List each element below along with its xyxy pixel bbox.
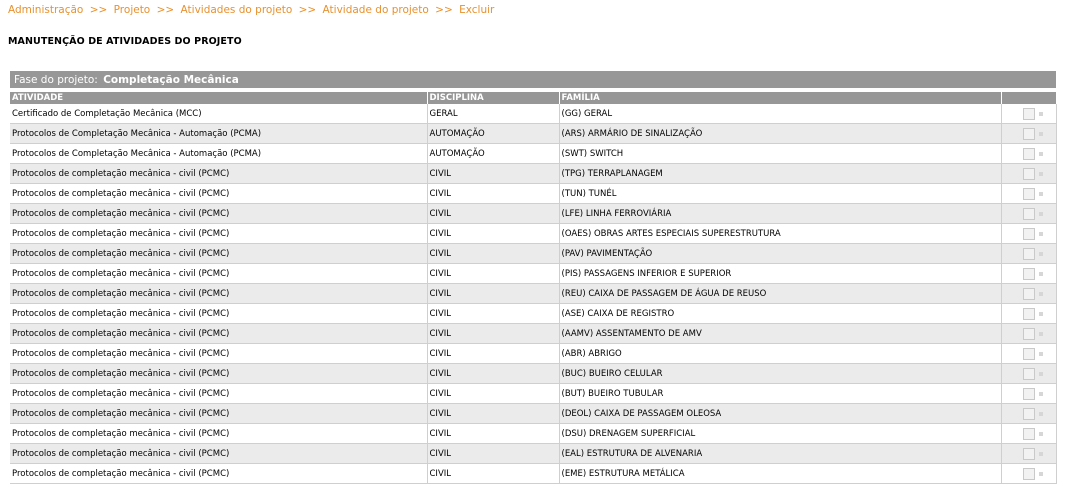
cell-disciplina: CIVIL xyxy=(427,164,559,184)
table-row xyxy=(10,344,1056,364)
cell-familia: (DSU) DRENAGEM SUPERFICIAL xyxy=(559,424,1001,444)
breadcrumb-link-administracao[interactable]: Administração xyxy=(8,4,84,16)
cell-atividade: Certificado de Completação Mecânica (MCC) xyxy=(10,104,427,124)
dot-icon xyxy=(1039,372,1043,376)
cell-actions xyxy=(1001,464,1056,484)
checkbox-icon[interactable] xyxy=(1023,228,1035,240)
breadcrumb-separator: >> xyxy=(156,4,175,16)
column-header-actions xyxy=(1001,92,1056,104)
cell-familia: (REU) CAIXA DE PASSAGEM DE ÁGUA DE REUSO xyxy=(559,284,1001,304)
cell-atividade: Protocolos de completação mecânica - civil (PCMC) xyxy=(10,464,427,484)
cell-disciplina: CIVIL xyxy=(427,464,559,484)
cell-actions xyxy=(1001,204,1056,224)
cell-atividade: Protocolos de completação mecânica - civil (PCMC) xyxy=(10,284,427,304)
cell-actions xyxy=(1001,284,1056,304)
cell-actions xyxy=(1001,144,1056,164)
cell-familia: (TPG) TERRAPLANAGEM xyxy=(559,164,1001,184)
checkbox-icon[interactable] xyxy=(1023,328,1035,340)
checkbox-icon[interactable] xyxy=(1023,448,1035,460)
cell-actions xyxy=(1001,124,1056,144)
cell-disciplina: CIVIL xyxy=(427,364,559,384)
checkbox-icon[interactable] xyxy=(1023,188,1035,200)
breadcrumb-separator: >> xyxy=(298,4,317,16)
cell-atividade: Protocolos de completação mecânica - civil (PCMC) xyxy=(10,444,427,464)
dot-icon xyxy=(1039,392,1043,396)
dot-icon xyxy=(1039,292,1043,296)
cell-atividade: Protocolos de completação mecânica - civil (PCMC) xyxy=(10,184,427,204)
table-row xyxy=(10,364,1056,384)
dot-icon xyxy=(1039,412,1043,416)
fase-label: Fase do projeto: xyxy=(14,74,98,86)
checkbox-icon[interactable] xyxy=(1023,388,1035,400)
table-row xyxy=(10,444,1056,464)
table-row xyxy=(10,124,1056,144)
cell-actions xyxy=(1001,364,1056,384)
cell-atividade: Protocolos de completação mecânica - civil (PCMC) xyxy=(10,304,427,324)
table-row xyxy=(10,464,1056,484)
checkbox-icon[interactable] xyxy=(1023,148,1035,160)
table-row xyxy=(10,384,1056,404)
cell-familia: (TUN) TUNÉL xyxy=(559,184,1001,204)
cell-familia: (OAES) OBRAS ARTES ESPECIAIS SUPERESTRUTURA xyxy=(559,224,1001,244)
cell-disciplina: CIVIL xyxy=(427,444,559,464)
cell-actions xyxy=(1001,224,1056,244)
cell-familia: (EAL) ESTRUTURA DE ALVENARIA xyxy=(559,444,1001,464)
checkbox-icon[interactable] xyxy=(1023,128,1035,140)
cell-familia: (ABR) ABRIGO xyxy=(559,344,1001,364)
column-header-familia: FAMÍLIA xyxy=(559,92,1001,104)
cell-disciplina: CIVIL xyxy=(427,264,559,284)
cell-disciplina: AUTOMAÇÃO xyxy=(427,144,559,164)
table-row xyxy=(10,304,1056,324)
table-row xyxy=(10,184,1056,204)
cell-disciplina: CIVIL xyxy=(427,324,559,344)
table-row xyxy=(10,104,1056,124)
fase-value: Completação Mecânica xyxy=(103,74,239,86)
cell-disciplina: CIVIL xyxy=(427,284,559,304)
cell-disciplina: CIVIL xyxy=(427,404,559,424)
table-row xyxy=(10,204,1056,224)
checkbox-icon[interactable] xyxy=(1023,168,1035,180)
checkbox-icon[interactable] xyxy=(1023,468,1035,480)
dot-icon xyxy=(1039,452,1043,456)
dot-icon xyxy=(1039,352,1043,356)
cell-atividade: Protocolos de completação mecânica - civil (PCMC) xyxy=(10,244,427,264)
table-row xyxy=(10,404,1056,424)
cell-atividade: Protocolos de completação mecânica - civil (PCMC) xyxy=(10,404,427,424)
dot-icon xyxy=(1039,172,1043,176)
cell-atividade: Protocolos de completação mecânica - civil (PCMC) xyxy=(10,384,427,404)
cell-actions xyxy=(1001,264,1056,284)
cell-actions xyxy=(1001,404,1056,424)
dot-icon xyxy=(1039,132,1043,136)
fase-bar xyxy=(10,71,1056,88)
cell-actions xyxy=(1001,444,1056,464)
checkbox-icon[interactable] xyxy=(1023,428,1035,440)
table-row xyxy=(10,164,1056,184)
checkbox-icon[interactable] xyxy=(1023,368,1035,380)
cell-actions xyxy=(1001,424,1056,444)
dot-icon xyxy=(1039,312,1043,316)
cell-disciplina: CIVIL xyxy=(427,304,559,324)
breadcrumb-link-projeto[interactable]: Projeto xyxy=(113,4,151,16)
breadcrumb-separator: >> xyxy=(435,4,453,16)
breadcrumb-separator: >> xyxy=(89,4,108,16)
table-header-row xyxy=(10,92,1056,104)
dot-icon xyxy=(1039,232,1043,236)
cell-familia: (BUT) BUEIRO TUBULAR xyxy=(559,384,1001,404)
checkbox-icon[interactable] xyxy=(1023,108,1035,120)
cell-actions xyxy=(1001,304,1056,324)
cell-atividade: Protocolos de completação mecânica - civil (PCMC) xyxy=(10,224,427,244)
checkbox-icon[interactable] xyxy=(1023,248,1035,260)
cell-disciplina: CIVIL xyxy=(427,204,559,224)
table-row xyxy=(10,264,1056,284)
table-row xyxy=(10,324,1056,344)
cell-atividade: Protocolos de Completação Mecânica - Automação (PCMA) xyxy=(10,144,427,164)
checkbox-icon[interactable] xyxy=(1023,408,1035,420)
cell-actions xyxy=(1001,164,1056,184)
table-row xyxy=(10,224,1056,244)
cell-familia: (PIS) PASSAGENS INFERIOR E SUPERIOR xyxy=(559,264,1001,284)
breadcrumb-link-excluir[interactable]: Excluir xyxy=(459,4,495,16)
dot-icon xyxy=(1039,212,1043,216)
dot-icon xyxy=(1039,332,1043,336)
dot-icon xyxy=(1039,112,1043,116)
dot-icon xyxy=(1039,272,1043,276)
cell-familia: (AAMV) ASSENTAMENTO DE AMV xyxy=(559,324,1001,344)
cell-actions xyxy=(1001,384,1056,404)
dot-icon xyxy=(1039,252,1043,256)
cell-actions xyxy=(1001,324,1056,344)
cell-atividade: Protocolos de completação mecânica - civil (PCMC) xyxy=(10,164,427,184)
column-header-disciplina: DISCIPLINA xyxy=(427,92,559,104)
checkbox-icon[interactable] xyxy=(1023,348,1035,360)
checkbox-icon[interactable] xyxy=(1023,308,1035,320)
cell-actions xyxy=(1001,184,1056,204)
cell-atividade: Protocolos de completação mecânica - civil (PCMC) xyxy=(10,204,427,224)
dot-icon xyxy=(1039,472,1043,476)
cell-familia: (SWT) SWITCH xyxy=(559,144,1001,164)
dot-icon xyxy=(1039,192,1043,196)
cell-familia: (DEOL) CAIXA DE PASSAGEM OLEOSA xyxy=(559,404,1001,424)
cell-disciplina: CIVIL xyxy=(427,184,559,204)
cell-actions xyxy=(1001,104,1056,124)
cell-familia: (LFE) LINHA FERROVIÁRIA xyxy=(559,204,1001,224)
cell-atividade: Protocolos de completação mecânica - civil (PCMC) xyxy=(10,344,427,364)
dot-icon xyxy=(1039,152,1043,156)
cell-atividade: Protocolos de completação mecânica - civil (PCMC) xyxy=(10,424,427,444)
column-header-atividade: ATIVIDADE xyxy=(10,92,427,104)
table-row xyxy=(10,284,1056,304)
cell-atividade: Protocolos de completação mecânica - civil (PCMC) xyxy=(10,324,427,344)
table-row xyxy=(10,244,1056,264)
cell-familia: (PAV) PAVIMENTAÇÃO xyxy=(559,244,1001,264)
activities-table xyxy=(10,92,1057,484)
breadcrumb xyxy=(8,4,494,16)
dot-icon xyxy=(1039,432,1043,436)
cell-disciplina: CIVIL xyxy=(427,424,559,444)
table-body xyxy=(10,104,1056,484)
cell-disciplina: GERAL xyxy=(427,104,559,124)
cell-atividade: Protocolos de completação mecânica - civil (PCMC) xyxy=(10,364,427,384)
cell-atividade: Protocolos de completação mecânica - civil (PCMC) xyxy=(10,264,427,284)
cell-actions xyxy=(1001,244,1056,264)
cell-disciplina: CIVIL xyxy=(427,244,559,264)
cell-familia: (EME) ESTRUTURA METÁLICA xyxy=(559,464,1001,484)
cell-disciplina: CIVIL xyxy=(427,224,559,244)
cell-disciplina: CIVIL xyxy=(427,344,559,364)
table-row xyxy=(10,144,1056,164)
checkbox-icon[interactable] xyxy=(1023,268,1035,280)
cell-familia: (BUC) BUEIRO CELULAR xyxy=(559,364,1001,384)
cell-actions xyxy=(1001,344,1056,364)
checkbox-icon[interactable] xyxy=(1023,208,1035,220)
cell-disciplina: AUTOMAÇÃO xyxy=(427,124,559,144)
cell-familia: (ASE) CAIXA DE REGISTRO xyxy=(559,304,1001,324)
table-row xyxy=(10,424,1056,444)
breadcrumb-link-atividade[interactable]: Atividade do projeto xyxy=(322,4,429,16)
cell-disciplina: CIVIL xyxy=(427,384,559,404)
checkbox-icon[interactable] xyxy=(1023,288,1035,300)
page-title: MANUTENÇÃO DE ATIVIDADES DO PROJETO xyxy=(8,36,242,47)
cell-familia: (GG) GERAL xyxy=(559,104,1001,124)
breadcrumb-link-atividades[interactable]: Atividades do projeto xyxy=(180,4,293,16)
cell-atividade: Protocolos de Completação Mecânica - Automação (PCMA) xyxy=(10,124,427,144)
cell-familia: (ARS) ARMÁRIO DE SINALIZAÇÃO xyxy=(559,124,1001,144)
